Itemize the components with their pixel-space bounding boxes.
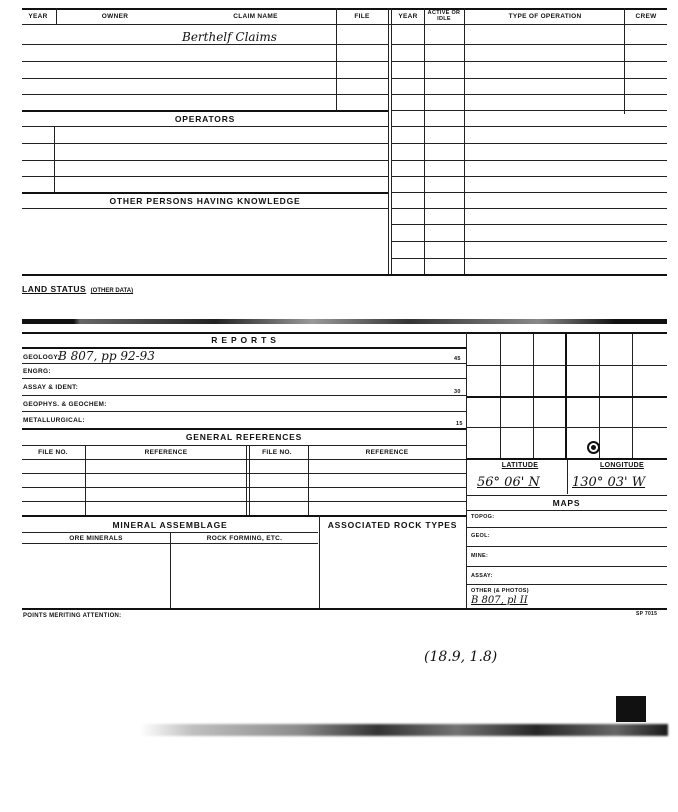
right-row-line: [391, 208, 667, 209]
ref-col-divider: [249, 445, 250, 515]
maps-top-line: [466, 495, 667, 496]
header-divider: [464, 8, 465, 24]
mine-label: MINE:: [471, 553, 489, 559]
land-status-label: LAND STATUS: [22, 284, 87, 294]
right-row-line: [391, 61, 667, 62]
topog-label: TOPOG:: [471, 514, 495, 520]
operators-line: [22, 126, 388, 127]
ref-bottom: [22, 515, 466, 517]
geology-label: GEOLOGY:: [23, 354, 60, 361]
general-references-line: [22, 445, 466, 446]
side-number-30: 30: [454, 389, 461, 395]
file-column-divider: [336, 24, 337, 110]
assay-map-label: ASSAY:: [471, 573, 493, 579]
header-bottom-line: [22, 24, 667, 25]
header-claim-name: CLAIM NAME: [233, 13, 278, 20]
general-references-title: GENERAL REFERENCES: [185, 432, 303, 442]
location-marker-dot: [591, 445, 596, 450]
header-divider: [624, 8, 625, 24]
operators-divider: [54, 126, 55, 192]
report-row-line: [22, 428, 466, 430]
row-line: [22, 94, 388, 95]
operators-heading: OPERATORS: [174, 114, 236, 124]
right-block-divider: [391, 8, 392, 274]
row-line: [22, 160, 388, 161]
header-divider: [424, 8, 425, 24]
lat-long-divider: [567, 460, 568, 494]
report-row-line: [22, 363, 466, 364]
form-bottom-border: [22, 608, 667, 610]
right-row-line: [391, 94, 667, 95]
ref-col-divider: [85, 445, 86, 515]
row-line: [22, 61, 388, 62]
longitude-value: 130° 03' W: [572, 475, 646, 490]
metallurgical-label: METALLURGICAL:: [23, 417, 85, 424]
ref-row-line: [22, 459, 466, 460]
maps-row-line: [466, 527, 667, 528]
land-status-heading: [22, 279, 133, 297]
side-number-15: 15: [456, 421, 463, 427]
right-row-line: [391, 126, 667, 127]
location-marker-icon: [587, 441, 600, 454]
land-status-sub: (OTHER DATA): [90, 288, 134, 294]
grid-line: [467, 396, 667, 398]
scan-artifact-streak: [140, 724, 668, 736]
ref-header-reference: REFERENCE: [144, 449, 188, 456]
ref-header-file-no-2: FILE NO.: [262, 449, 292, 456]
header-owner: OWNER: [101, 13, 129, 20]
right-row-line: [391, 143, 667, 144]
header-active-or-idle: ACTIVE OR IDLE: [427, 10, 461, 22]
report-row-line: [22, 395, 466, 396]
header-file: FILE: [354, 13, 370, 20]
latitude-value: 56° 06' N: [477, 475, 540, 490]
geol-label: GEOL:: [471, 533, 490, 539]
latitude-label: LATITUDE: [501, 462, 539, 469]
maps-header-line: [466, 510, 667, 511]
points-meriting-attention: POINTS MERITING ATTENTION:: [23, 613, 122, 619]
reports-title: R E P O R T S: [211, 335, 277, 345]
grid-line: [467, 365, 667, 366]
rock-forming-label: ROCK FORMING, ETC.: [206, 535, 283, 542]
scan-edge-band: [22, 319, 667, 324]
maps-row-line: [466, 566, 667, 567]
maps-heading: MAPS: [552, 498, 581, 508]
assay-ident-label: ASSAY & IDENT:: [23, 384, 79, 391]
ref-row-line: [22, 473, 466, 474]
header-crew: CREW: [635, 13, 657, 20]
geophys-label: GEOPHYS. & GEOCHEM:: [23, 401, 107, 408]
side-number-45: 45: [454, 356, 461, 362]
other-persons-line: [22, 208, 388, 209]
top-table-bottom: [22, 274, 667, 276]
header-divider: [56, 8, 57, 24]
row-line: [22, 176, 388, 177]
engrg-label: ENGRG:: [23, 368, 51, 375]
scan-artifact-block: [616, 696, 646, 722]
ref-header-file-no: FILE NO.: [38, 449, 68, 456]
geology-value: B 807, pp 92-93: [58, 349, 155, 363]
other-photos-value: B 807, pl II: [471, 595, 528, 606]
longitude-label: LONGITUDE: [600, 462, 644, 469]
ref-col-divider: [308, 445, 309, 515]
report-row-line: [22, 411, 466, 412]
right-row-line: [391, 78, 667, 79]
maps-row-line: [466, 584, 667, 585]
handwritten-note: (18.9, 1.8): [424, 649, 498, 665]
ore-minerals-label: ORE MINERALS: [69, 535, 123, 542]
top-border: [22, 8, 667, 10]
right-row-line: [391, 110, 667, 111]
report-row-line: [22, 378, 466, 379]
ref-row-line: [22, 487, 466, 488]
right-row-line: [391, 258, 667, 259]
right-row-line: [391, 224, 667, 225]
mineral-col-divider: [170, 532, 171, 608]
right-row-line: [391, 160, 667, 161]
form-number: SP 7015: [636, 611, 658, 617]
row-line: [22, 192, 388, 194]
row-line: [22, 143, 388, 144]
row-line: [22, 78, 388, 79]
header-type-of-operation: TYPE OF OPERATION: [508, 13, 582, 20]
right-row-line: [391, 241, 667, 242]
right-row-line: [391, 44, 667, 45]
ref-col-divider: [246, 445, 247, 515]
ref-header-reference-2: REFERENCE: [365, 449, 409, 456]
right-block-divider: [388, 8, 389, 274]
mineral-assemblage-title: MINERAL ASSEMBLAGE: [112, 520, 228, 530]
grid-line: [467, 427, 667, 428]
other-photos-label: OTHER (& PHOTOS): [471, 588, 529, 594]
crew-column-divider: [624, 24, 625, 114]
row-line: [22, 110, 388, 112]
header-year: YEAR: [28, 13, 48, 20]
other-persons-heading: OTHER PERSONS HAVING KNOWLEDGE: [109, 196, 301, 206]
right-row-line: [391, 176, 667, 177]
maps-row-line: [466, 546, 667, 547]
ref-row-line: [22, 501, 466, 502]
row-line: [22, 44, 388, 45]
associated-rock-types-label: ASSOCIATED ROCK TYPES: [327, 520, 458, 530]
claim-name-value: Berthelf Claims: [182, 30, 277, 44]
location-grid: [467, 334, 667, 458]
right-row-line: [391, 192, 667, 193]
header-divider: [336, 8, 337, 24]
header-year-2: YEAR: [398, 13, 418, 20]
